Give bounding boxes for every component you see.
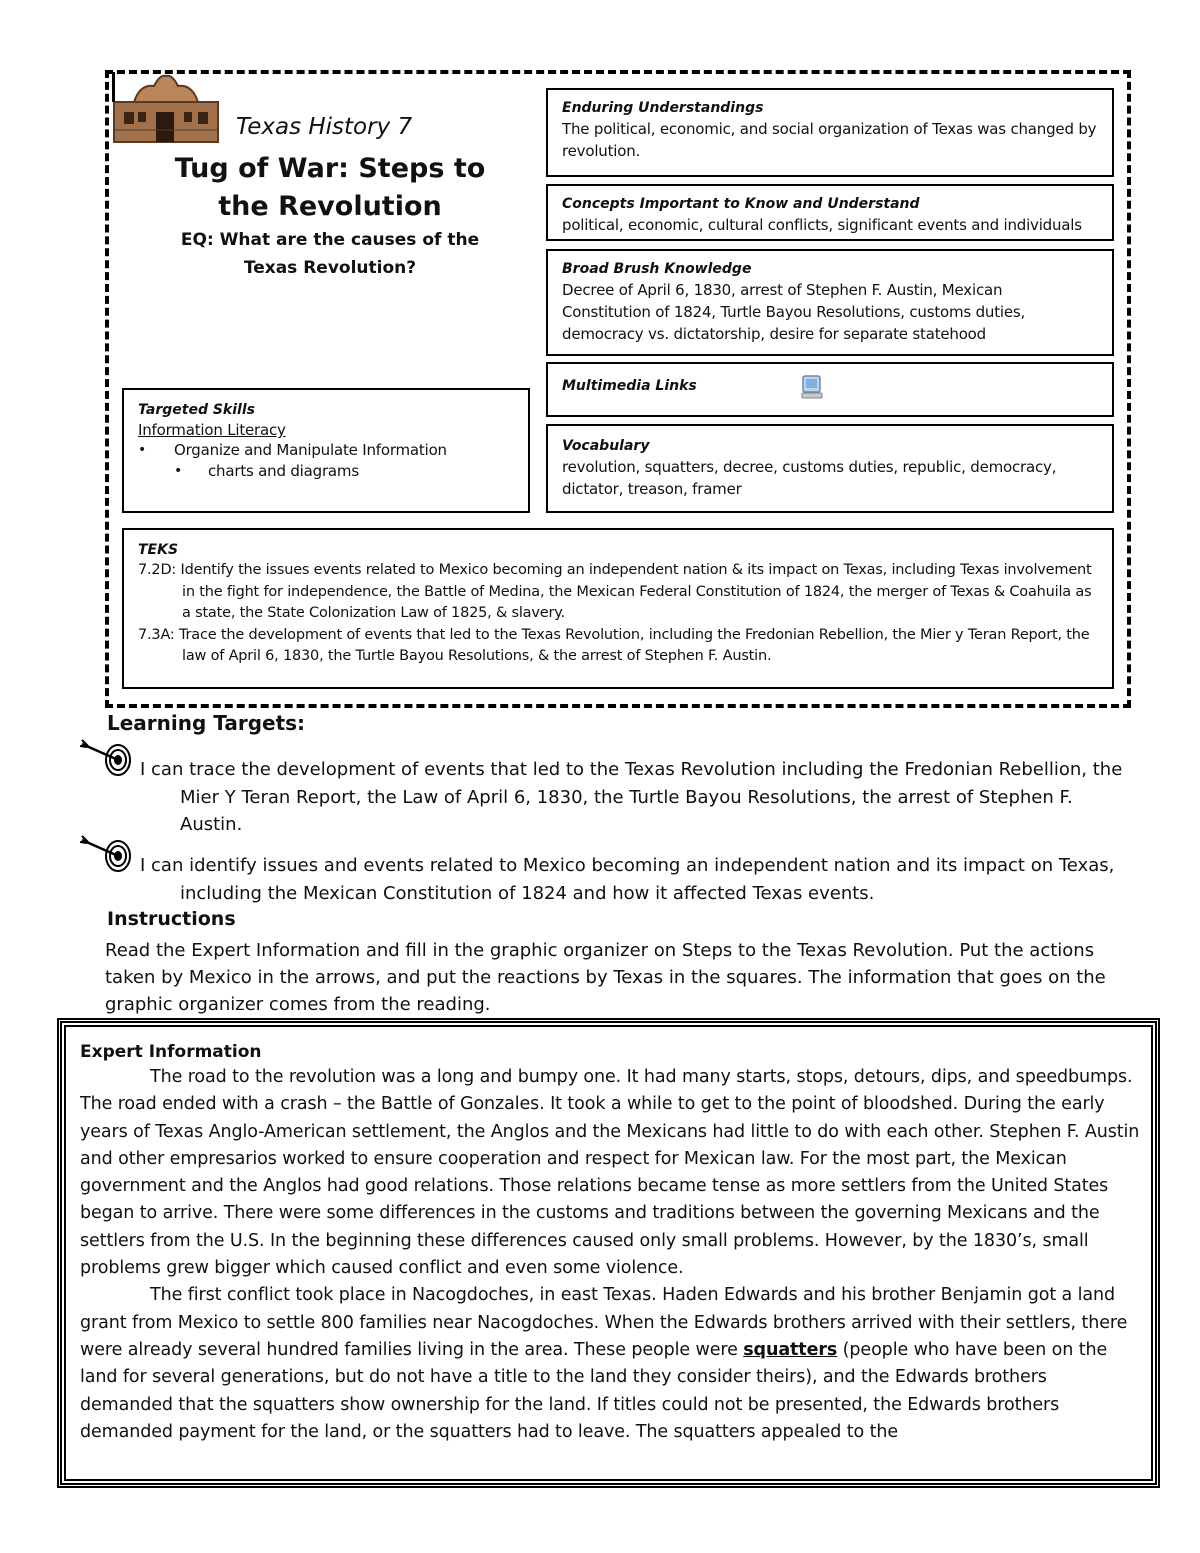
enduring-text: The political, economic, and social organization of Texas was changed by revolution.: [562, 120, 1097, 160]
skills-item-label: Organize and Manipulate Information: [174, 441, 447, 459]
dart-target-icon: [80, 738, 132, 778]
teks-title: TEKS: [138, 542, 179, 558]
vocabulary-box: [546, 424, 1114, 513]
broad-text: Decree of April 6, 1830, arrest of Stephen F. Austin, Mexican Constitution of 1824, Turtle Bayou Resolutions, customs duties, democracy vs. dictatorship, desire for separate statehood: [562, 281, 1026, 343]
expert-text: (people who have been on the land for several generations, but do not have a title to the land they consider theirs), and the Edwards brothers demanded that the squatters show ownership for the land. If titles could not be presented, the Edwards brothers demanded payment for the land, or the squatters had to leave. The squatters appealed to the: [80, 1339, 1108, 1442]
learning-target: I can identify issues and events related to Mexico becoming an independent nation and its impact on Texas, including the Mexican Constitution of 1824 and how it affected Texas events.: [140, 855, 1115, 904]
course-name: Texas History 7: [236, 114, 413, 140]
concepts-text: political, economic, cultural conflicts, significant events and individuals: [562, 216, 1082, 234]
skills-item: [138, 440, 514, 461]
bullet-icon: •: [174, 463, 183, 479]
targeted-skills-box: [122, 388, 530, 513]
expert-text: The first conflict took place in Nacogdoches, in east Texas. Haden Edwards and his brother Benjamin got a land grant from Mexico to settle 800 families near Nacogdoches. When the Edwards brothers arrived with their settlers, there were already several hundred families living in the area. These people were: [80, 1285, 1128, 1360]
enduring-title: Enduring Understandings: [562, 100, 764, 116]
broad-title: Broad Brush Knowledge: [562, 261, 752, 277]
expert-paragraph: [80, 1282, 1140, 1446]
multimedia-box: [546, 362, 1114, 417]
skills-title: Targeted Skills: [138, 402, 255, 418]
teks-box: [122, 528, 1114, 689]
learning-targets-heading: Learning Targets:: [107, 711, 306, 735]
instructions-heading: Instructions: [107, 908, 236, 930]
skills-subitem-label: charts and diagrams: [208, 462, 359, 480]
concepts-box: [546, 184, 1114, 241]
alamo-icon: [110, 72, 222, 144]
skills-subitem: [138, 461, 514, 482]
vocabulary-text: revolution, squatters, decree, customs duties, republic, democracy, dictator, treason, framer: [562, 458, 1057, 498]
computer-icon[interactable]: [800, 374, 824, 400]
multimedia-title: Multimedia Links: [562, 378, 697, 394]
teks-item: 7.2D: Identify the issues events related to Mexico becoming an independent nation & its impact on Texas, including Texas involvement in the fight for independence, the Battle of Medina, the Mexican Federal Constitution of 1824, the merger of Texas & Coahuila as a state, the State Colonization Law of 1825, & slavery.: [138, 562, 1092, 621]
expert-information: [80, 1040, 1140, 1480]
broad-brush-box: [546, 249, 1114, 356]
learning-target: I can trace the development of events that led to the Texas Revolution including the Fredonian Rebellion, the Mier Y Teran Report, the Law of April 6, 1830, the Turtle Bayou Resolutions, the arrest of Stephen F. Austin.: [140, 759, 1123, 835]
concepts-title: Concepts Important to Know and Understand: [562, 196, 920, 212]
essential-question: EQ: What are the causes of the Texas Revolution?: [180, 230, 480, 278]
expert-heading: Expert Information: [80, 1042, 262, 1062]
enduring-understandings-box: [546, 88, 1114, 177]
instructions-body: Read the Expert Information and fill in the graphic organizer on Steps to the Texas Revolution. Put the actions taken by Mexico in the arrows, and put the reactions by Texas in the squares. The information that goes on the graphic organizer comes from the reading.: [105, 940, 1106, 1015]
vocabulary-title: Vocabulary: [562, 438, 650, 454]
dart-target-icon: [80, 834, 132, 874]
skills-subtitle: Information Literacy: [138, 421, 286, 439]
teks-item: 7.3A: Trace the development of events that led to the Texas Revolution, including the Fredonian Rebellion, the Mier y Teran Report, the law of April 6, 1830, the Turtle Bayou Resolutions, & the arrest of Stephen F. Austin.: [138, 626, 1090, 664]
bullet-icon: •: [138, 442, 147, 458]
page-title: Tug of War: Steps to the Revolution: [174, 153, 486, 222]
vocab-word-squatters: squatters: [743, 1339, 838, 1360]
expert-paragraph: The road to the revolution was a long and bumpy one. It had many starts, stops, detours, dips, and speedbumps. The road ended with a crash – the Battle of Gonzales. It took a while to get to the point of bloodshed. During the early years of Texas Anglo-American settlement, the Anglos and the Mexicans had little to do with each other. Stephen F. Austin and other empresarios worked to ensure cooperation and respect for Mexican law. For the most part, the Mexican government and the Anglos had good relations. Those relations became tense as more settlers from the United States began to arrive. There were some differences in the customs and traditions between the governing Mexicans and the settlers from the U.S. In the beginning these differences caused only small problems. However, by the 1830’s, small problems grew bigger which caused conflict and even some violence.: [80, 1067, 1140, 1279]
